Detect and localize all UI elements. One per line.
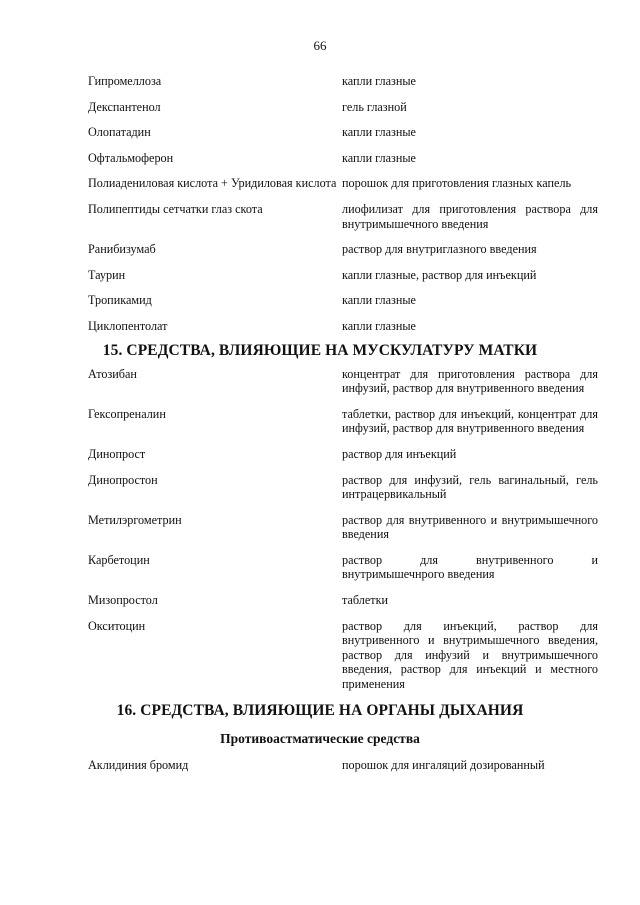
drug-name: Гипромеллоза bbox=[88, 74, 162, 88]
drug-name: Полиадениловая кислота + Уридиловая кислота bbox=[88, 176, 337, 191]
table-row bbox=[88, 151, 598, 166]
drug-name: Тропикамид bbox=[88, 293, 152, 308]
sub-heading: Противоастматические средства bbox=[220, 730, 420, 746]
drug-name: Гексопреналин bbox=[88, 406, 166, 421]
table-row bbox=[88, 367, 598, 396]
drug-name: Ранибизумаб bbox=[88, 242, 156, 257]
drug-name: Метилэргометрин bbox=[88, 512, 182, 527]
table-row bbox=[88, 176, 598, 191]
table-row bbox=[88, 553, 598, 582]
table-row bbox=[88, 593, 598, 608]
drug-name: Карбетоцин bbox=[88, 552, 150, 567]
drug-name: Атозибан bbox=[88, 366, 137, 381]
drug-form: гель глазной bbox=[342, 99, 407, 114]
drug-name: Полипептиды сетчатки глаз скота bbox=[88, 201, 263, 216]
drug-form: порошок для ингаляций дозированный bbox=[342, 757, 545, 772]
section-heading: 15. СРЕДСТВА, ВЛИЯЮЩИЕ НА МУСКУЛАТУРУ МАТКИ bbox=[102, 341, 538, 359]
drug-form: лиофилизат для приготовления раствора для внутримышечного введения bbox=[342, 201, 598, 231]
drug-form: капли глазные bbox=[342, 74, 416, 88]
drug-name: Декспантенол bbox=[88, 99, 161, 114]
drug-form: капли глазные bbox=[342, 150, 416, 165]
table-row bbox=[88, 447, 598, 462]
table-row bbox=[88, 74, 598, 89]
table-row bbox=[88, 293, 598, 308]
document-content bbox=[88, 74, 598, 772]
table-row bbox=[88, 319, 598, 334]
drug-name: Циклопентолат bbox=[88, 318, 168, 333]
page-number: 66 bbox=[313, 38, 327, 53]
drug-form: раствор для инъекций bbox=[342, 446, 457, 461]
table-row bbox=[88, 202, 598, 231]
drug-name: Таурин bbox=[88, 267, 126, 282]
table-row bbox=[88, 242, 598, 257]
table-row bbox=[88, 473, 598, 502]
table-row bbox=[88, 268, 598, 283]
drug-name: Динопростон bbox=[88, 472, 158, 487]
drug-form: концентрат для приготовления раствора для инфузий, раствор для внутривенного введения bbox=[342, 366, 598, 396]
drug-form: раствор для внутриглазного введения bbox=[342, 242, 537, 257]
table-row bbox=[88, 619, 598, 692]
drug-name: Окситоцин bbox=[88, 618, 146, 633]
drug-form: раствор для внутривенного и внутримышечнрого введения bbox=[342, 552, 598, 582]
drug-form: порошок для приготовления глазных капель bbox=[342, 176, 572, 191]
table-row bbox=[88, 758, 598, 773]
drug-form: раствор для внутривенного и внутримышечного введения bbox=[342, 512, 598, 542]
table-row bbox=[88, 407, 598, 436]
drug-form: капли глазные, раствор для инъекций bbox=[342, 267, 537, 282]
table-row bbox=[88, 513, 598, 542]
drug-form: капли глазные bbox=[342, 293, 416, 308]
drug-name: Динопрост bbox=[88, 446, 146, 461]
drug-form: раствор для инъекций, раствор для внутривенного и внутримышечного введения, раствор для инфузий и внутримышечного введения, раствор для инъекций и местного применения bbox=[342, 618, 598, 692]
section-heading: 16. СРЕДСТВА, ВЛИЯЮЩИЕ НА ОРГАНЫ ДЫХАНИЯ bbox=[116, 701, 524, 719]
drug-name: Мизопростол bbox=[88, 593, 158, 608]
table-row bbox=[88, 125, 598, 140]
drug-form: раствор для инфузий, гель вагинальный, гель интрацервикальный bbox=[342, 472, 598, 502]
table-row bbox=[88, 100, 598, 115]
drug-name: Офтальмоферон bbox=[88, 150, 174, 165]
drug-form: таблетки, раствор для инъекций, концентрат для инфузий, раствор для внутривенного введения bbox=[342, 406, 598, 436]
drug-form: таблетки bbox=[342, 593, 389, 608]
drug-name: Олопатадин bbox=[88, 125, 151, 140]
drug-form: капли глазные bbox=[342, 318, 416, 333]
drug-name: Аклидиния бромид bbox=[88, 757, 189, 772]
drug-form: капли глазные bbox=[342, 125, 416, 140]
